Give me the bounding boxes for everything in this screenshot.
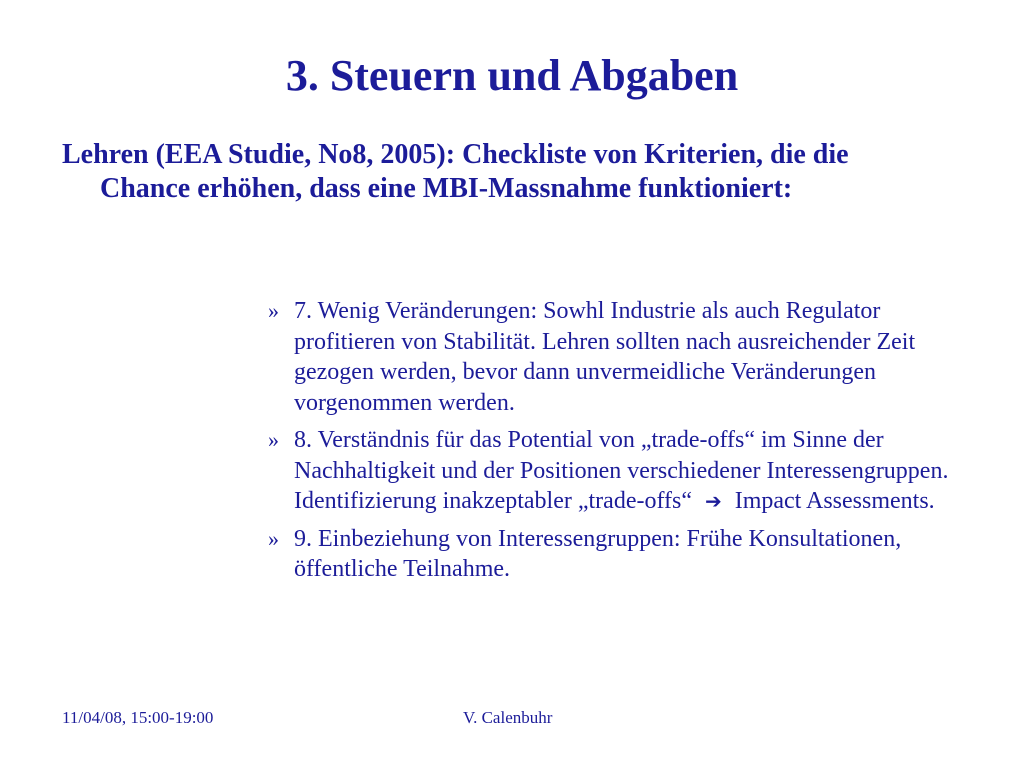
footer-author: V. Calenbuhr [463, 708, 553, 727]
list-item [268, 524, 958, 585]
bullet-marker: » [268, 525, 279, 551]
slide-title: 3. Steuern und Abgaben [285, 51, 739, 100]
footer-date: 11/04/08, 15:00-19:00 [62, 708, 214, 727]
criteria-list [268, 296, 958, 592]
lead-paragraph: Lehren (EEA Studie, No8, 2005): Checkliste von Kriterien, die die Chance erhöhen, dass eine MBI-Massnahme funktioniert: [62, 139, 849, 204]
list-item-text: 9. Einbeziehung von Interessengruppen: Frühe Konsultationen, öffentliche Teilnahme. [294, 525, 902, 582]
list-item [268, 425, 958, 517]
bullet-marker: » [268, 298, 279, 323]
right-arrow-icon: ➔ [698, 489, 729, 513]
list-item [268, 296, 958, 418]
list-item-text-continued: Impact Assessments. [734, 488, 935, 514]
bullet-marker: » [268, 427, 279, 452]
list-item-text: 7. Wenig Veränderungen: Sowhl Industrie als auch Regulator profitieren von Stabilität. Lehren sollten nach ausreichender Zeit gezogen werden, bevor dann unvermeidliche Veränderungen vorgenommen werden. [294, 298, 916, 416]
list-item-text: 8. Verständnis für das Potential von „trade-offs“ im Sinne der Nachhaltigkeit und der Positionen verschiedener Interessengruppen. Identifizierung inakzeptabler „trade-offs“ [294, 427, 949, 514]
